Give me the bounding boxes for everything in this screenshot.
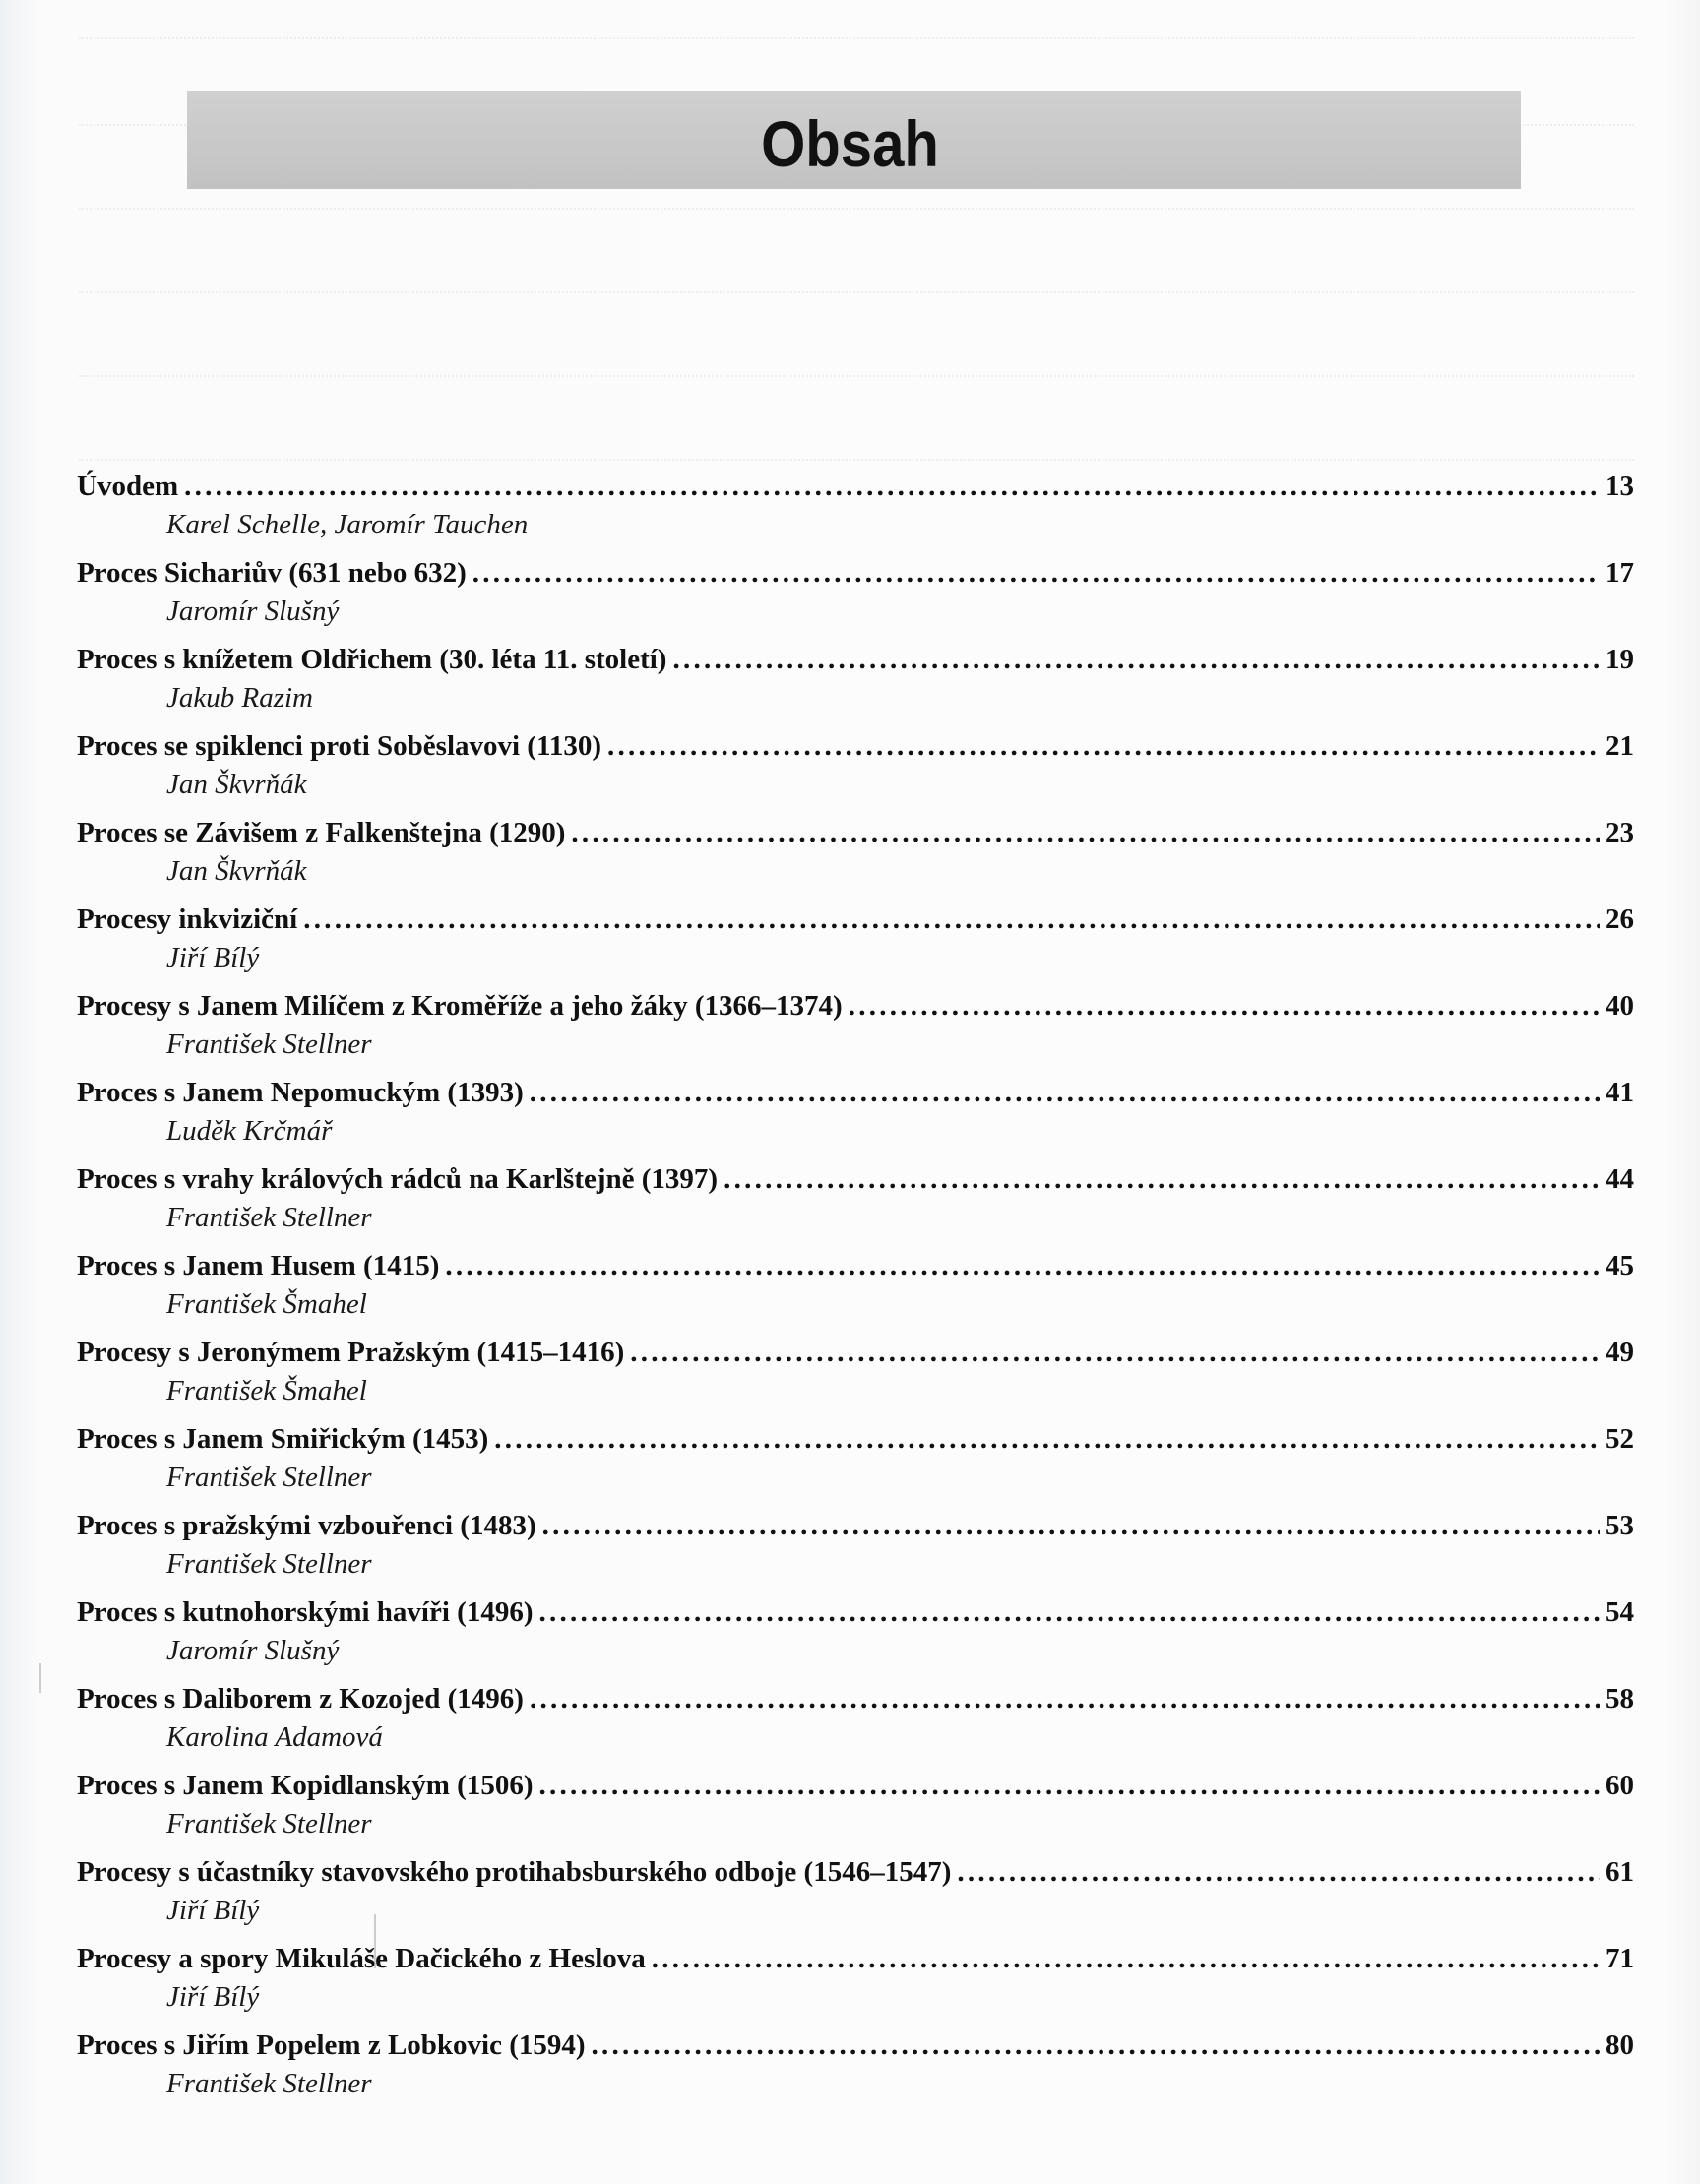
toc-entry-author: Jan Škvrňák [166,769,307,800]
toc-entry-author: Karolina Adamová [166,1721,383,1753]
toc-entry-author: Jaromír Slušný [166,595,340,627]
toc-entry-title: Proces s kutnohorskými havíři (1496) [77,1596,534,1628]
toc-entry[interactable] [77,987,1634,1074]
toc-entry-author: Karel Schelle, Jaromír Tauchen [166,509,529,540]
toc-entry-author: Jaromír Slušný [166,1635,340,1666]
toc-entry-title: Úvodem [77,470,179,502]
toc-leader-dots [184,468,1600,505]
toc-leader-dots [530,1074,1600,1111]
toc-entry[interactable] [77,1853,1634,1940]
toc-leader-dots [607,727,1600,765]
toc-entry-title: Proces s Jiřím Popelem z Lobkovic (1594) [77,2029,586,2061]
toc-leader-dots [849,987,1600,1025]
toc-entry-title: Proces s vrahy králových rádců na Karlštejně (1397) [77,1163,719,1195]
paper-mark [374,1914,376,1968]
toc-leader-dots [672,641,1600,678]
toc-entry-title: Proces s Janem Husem (1415) [77,1250,440,1281]
toc-entry[interactable] [77,1507,1634,1593]
toc-leader-dots [472,554,1600,592]
toc-entry[interactable] [77,1680,1634,1767]
toc-entry-title: Proces se spiklenci proti Soběslavovi (1130) [77,730,602,762]
toc-entry-page: 17 [1606,557,1634,589]
toc-entry-title: Procesy s účastníky stavovského protihabsburského odboje (1546–1547) [77,1856,952,1888]
toc-leader-dots [538,1767,1600,1804]
toc-entry-page: 80 [1606,2029,1634,2061]
toc-entry-title: Proces s Janem Nepomuckým (1393) [77,1077,524,1108]
toc-entry-page: 45 [1606,1250,1634,1281]
toc-entry-author: František Stellner [166,1808,372,1840]
toc-entry-page: 19 [1606,644,1634,675]
toc-entry-page: 23 [1606,817,1634,848]
toc-leader-dots [445,1247,1600,1284]
toc-entry[interactable] [77,554,1634,641]
page-title: Obsah [761,107,939,180]
toc-entry-author: František Stellner [166,2068,372,2099]
toc-leader-dots [592,2027,1600,2064]
toc-entry-author: František Stellner [166,1029,372,1060]
toc-entry-title: Proces s Janem Kopidlanským (1506) [77,1770,534,1801]
toc-leader-dots [957,1853,1600,1891]
toc-entry[interactable] [77,727,1634,814]
toc-entry-page: 71 [1606,1943,1634,1974]
toc-entry-author: František Šmahel [166,1375,367,1406]
toc-entry-author: František Stellner [166,1202,372,1233]
toc-entry-page: 54 [1606,1596,1634,1628]
toc-entry-author: František Stellner [166,1548,372,1580]
toc-entry-author: Jiří Bílý [166,1981,260,2013]
toc-entry-title: Proces s pražskými vzbouřenci (1483) [77,1510,536,1541]
toc-entry-page: 13 [1606,470,1634,502]
toc-entry-author: Jiří Bílý [166,942,260,973]
toc-leader-dots [303,901,1600,938]
toc-entry-author: František Stellner [166,1462,372,1493]
toc-entry-title: Proces s knížetem Oldřichem (30. léta 11. století) [77,644,667,675]
toc-entry[interactable] [77,1334,1634,1420]
toc-entry-page: 61 [1606,1856,1634,1888]
toc-entry[interactable] [77,1160,1634,1247]
bleed-through-line [79,266,1634,293]
toc-entry[interactable] [77,1593,1634,1680]
toc-leader-dots [652,1940,1600,1977]
toc-entry-title: Proces s Daliborem z Kozojed (1496) [77,1683,524,1715]
toc-entry-page: 40 [1606,990,1634,1022]
toc-entry-title: Proces Sichariův (631 nebo 632) [77,557,467,589]
toc-entry-page: 21 [1606,730,1634,762]
toc-entry[interactable] [77,1247,1634,1334]
toc-entry[interactable] [77,1420,1634,1507]
toc-leader-dots [630,1334,1600,1371]
toc-entry-page: 58 [1606,1683,1634,1715]
toc-entry[interactable] [77,468,1634,554]
toc-leader-dots [571,814,1600,851]
toc-entry-page: 53 [1606,1510,1634,1541]
table-of-contents [77,468,1634,2113]
toc-entry-page: 52 [1606,1423,1634,1455]
toc-entry-author: Jakub Razim [166,682,313,714]
toc-entry[interactable] [77,1940,1634,2027]
bleed-through-line [79,349,1634,377]
toc-entry-page: 44 [1606,1163,1634,1195]
toc-leader-dots [530,1680,1600,1717]
toc-entry-author: František Šmahel [166,1288,367,1320]
toc-entry-title: Procesy inkviziční [77,904,298,935]
toc-entry-title: Proces s Janem Smiřickým (1453) [77,1423,489,1455]
toc-entry-title: Procesy a spory Mikuláše Dačického z Heslova [77,1943,646,1974]
toc-entry[interactable] [77,901,1634,987]
paper-mark [39,1663,41,1693]
toc-entry[interactable] [77,1767,1634,1853]
toc-entry[interactable] [77,1074,1634,1160]
toc-leader-dots [542,1507,1600,1544]
toc-entry-title: Proces se Závišem z Falkenštejna (1290) [77,817,566,848]
toc-entry-author: Jan Škvrňák [166,855,307,887]
toc-entry[interactable] [77,814,1634,901]
bleed-through-line [79,433,1634,461]
toc-leader-dots [494,1420,1600,1458]
toc-entry-title: Procesy s Jeronýmem Pražským (1415–1416) [77,1337,625,1368]
toc-entry[interactable] [77,641,1634,727]
toc-entry-page: 26 [1606,904,1634,935]
toc-entry-page: 60 [1606,1770,1634,1801]
toc-entry-page: 41 [1606,1077,1634,1108]
toc-entry-author: Jiří Bílý [166,1895,260,1926]
toc-leader-dots [724,1160,1600,1198]
toc-entry-title: Procesy s Janem Milíčem z Kroměříže a jeho žáky (1366–1374) [77,990,843,1022]
bleed-through-line [79,12,1634,39]
toc-entry-author: Luděk Krčmář [166,1115,333,1147]
toc-entry-page: 49 [1606,1337,1634,1368]
toc-leader-dots [538,1593,1600,1631]
toc-entry[interactable] [77,2027,1634,2113]
